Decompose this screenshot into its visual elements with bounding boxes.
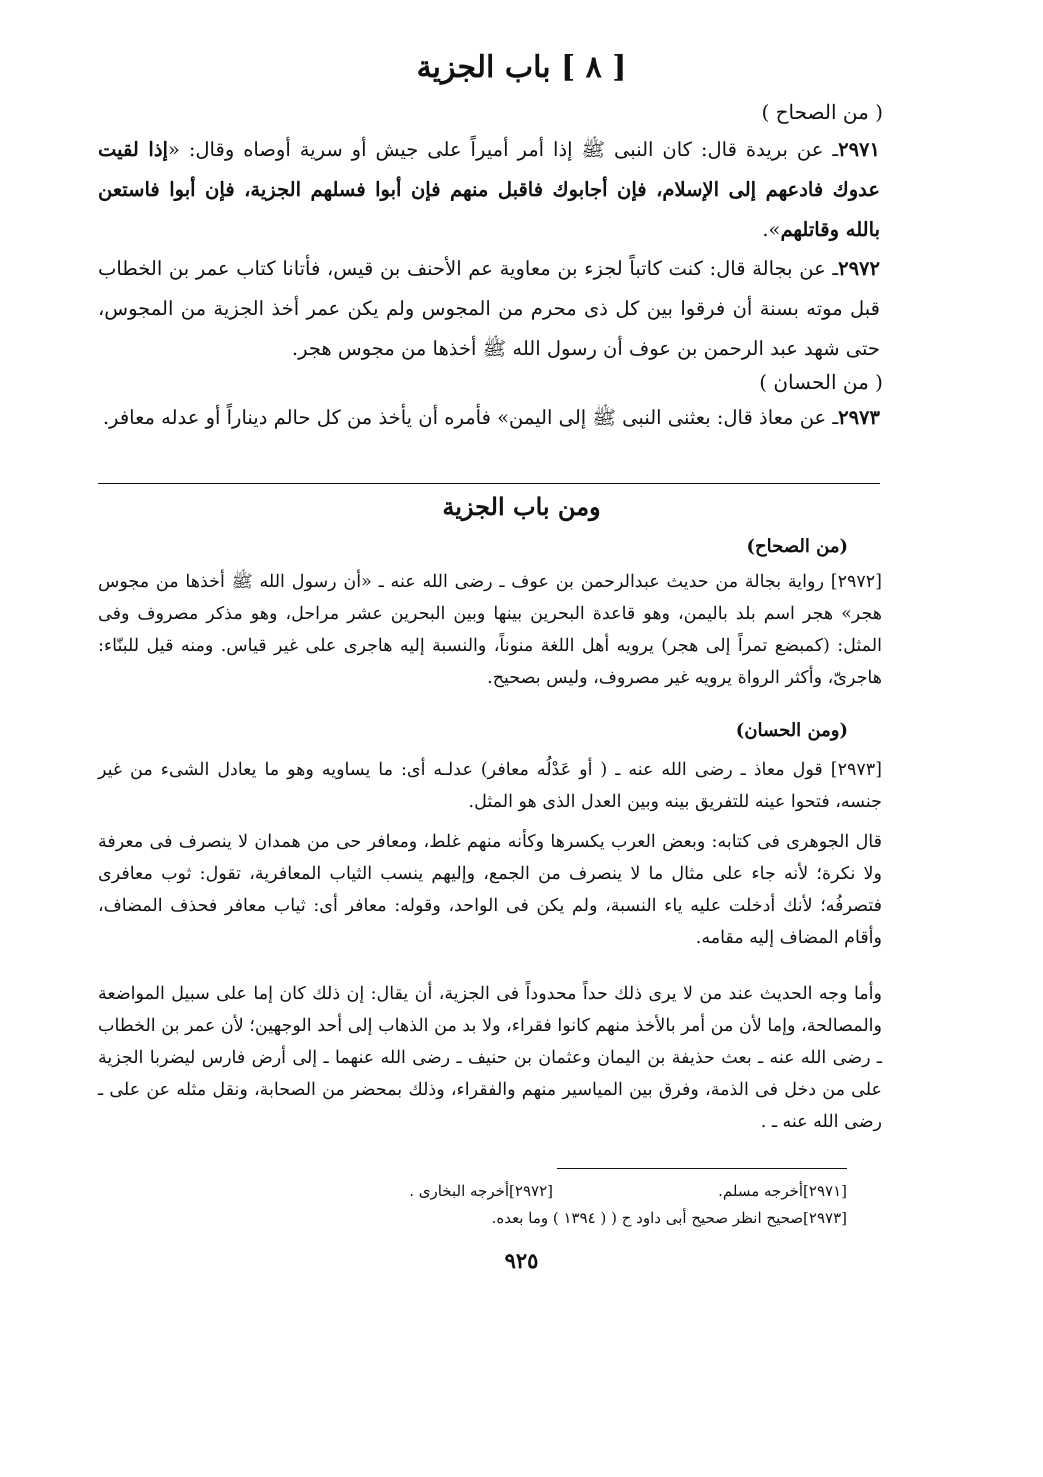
section-heading-sahah: ( من الصحاح )	[761, 100, 883, 124]
footnote-2971: [٢٩٧١]أخرجه مسلم.	[718, 1182, 847, 1200]
commentary-heading-sahah: (من الصحاح)	[746, 536, 848, 557]
hadith-number: ٢٩٧١	[838, 138, 880, 161]
chapter-title: [ ٨ ] باب الجزية	[416, 50, 627, 85]
commentary-heading-hasan: (ومن الحسان)	[735, 720, 848, 741]
commentary-jawhari: قال الجوهرى فى كتابه: وبعض العرب يكسرها وكأنه منهم غلط، ومعافر حى من همدان لا ينصرف فى معرفة ولا نكرة؛ لأنه جاء على مثال ما لا ينصرف من الجمع، وإليهم ينسب الثياب المعافرية، تقول: ثوب معافرى فتصرفُه؛ لأنك أدخلت عليه ياء النسبة، ولم يكن فى الواحد، وقوله: معافر أى: ثياب معافر فحذف المضاف، وأقام المضاف إليه مقامه.	[98, 832, 882, 948]
commentary-title: ومن باب الجزية	[442, 492, 601, 521]
hadith-text: ـ عن بجالة قال: كنت كاتباً لجزء بن معاوية عم الأحنف بن قيس، فأتانا كتاب عمر بن الخطاب قبل موته بسنة أن فرقوا بين كل ذى محرم من المجوس ولم يكن عمر أخذ الجزية من المجوس، حتى شهد عبد الرحمن بن عوف أن رسول الله ﷺ أخذها من مجوس هجر.	[98, 257, 880, 360]
page-number: ٩٢٥	[504, 1248, 539, 1273]
commentary-2973: [٢٩٧٣] قول معاذ ـ رضى الله عنه ـ ( أو عَدْلُه معافر) عدلـه أى: ما يساويه وهو ما يعادل الشىء من غير جنسه، فتحوا عينه للتفريق بينه وبين العدل الذى هو المثل.	[98, 760, 882, 812]
hadith-quote: إذا لقيت عدوك فادعهم إلى الإسلام، فإن أجابوك فاقبل منهم فإن أبوا فسلهم الجزية، فإن أبوا فاستعن بالله وقاتلهم	[98, 138, 880, 241]
section-heading-hasan: ( من الحسان )	[759, 370, 883, 394]
hadith-number: ٢٩٧٢	[838, 257, 880, 280]
hadith-2971	[98, 130, 880, 250]
commentary-2972: [٢٩٧٢] رواية بجالة من حديث عبدالرحمن بن عوف ـ رضى الله عنه ـ «أن رسول الله ﷺ أخذها من مجوس هجر» هجر اسم بلد باليمن، وهو قاعدة البحرين بينها وبين البحرين عشر مراحل، وهو مذكر مصروف وفى المثل: (كمبضع تمراً إلى هجر) يرويه أهل اللغة منوناً، والنسبة إليه هاجرى على غير قياس. ومنه قيل للبنّاء: هاجرىّ، وأكثر الرواة يرويه غير مصروف، وليس بصحيح.	[98, 572, 882, 688]
hadith-2972	[98, 249, 880, 369]
hadith-text: ـ عن بريدة قال: كان النبى ﷺ إذا أمر أميراً على جيش أو سرية أوصاه وقال: «	[167, 138, 839, 161]
footnote-divider	[557, 1168, 847, 1169]
section-divider	[98, 483, 880, 484]
footnote-2973: [٢٩٧٣]صحيح انظر صحيح أبى داود ح ( ( ١٣٩٤ ) وما بعده.	[491, 1209, 847, 1227]
hadith-text: ـ عن معاذ قال: بعثنى النبى ﷺ إلى اليمن» فأمره أن يأخذ من كل حالم ديناراً أو عدله معافر.	[102, 406, 839, 429]
hadith-tail: ».	[762, 218, 781, 241]
footnote-2972: [٢٩٧٢]أخرجه البخارى .	[409, 1182, 553, 1200]
hadith-number: ٢٩٧٣	[838, 406, 880, 429]
hadith-2973	[98, 398, 880, 438]
commentary-wajh: وأما وجه الحديث عند من لا يرى ذلك حداً محدوداً فى الجزية، أن يقال: إن ذلك كان إما على سبيل المواضعة والمصالحة، وإما لأن من أمر بالأخذ منهم كانوا فقراء، ولا بد من الذهاب إلى أحد الوجهين؛ لأن عمر بن الخطاب ـ رضى الله عنه ـ بعث حذيفة بن اليمان وعثمان بن حنيف ـ رضى الله عنهما ـ إلى أرض فارس ليضربا الجزية على من دخل فى الذمة، وفرق بين المياسير منهم والفقراء، وذلك بمحضر من الصحابة، ونقل مثله عن على ـ رضى الله عنه ـ .	[98, 984, 882, 1132]
